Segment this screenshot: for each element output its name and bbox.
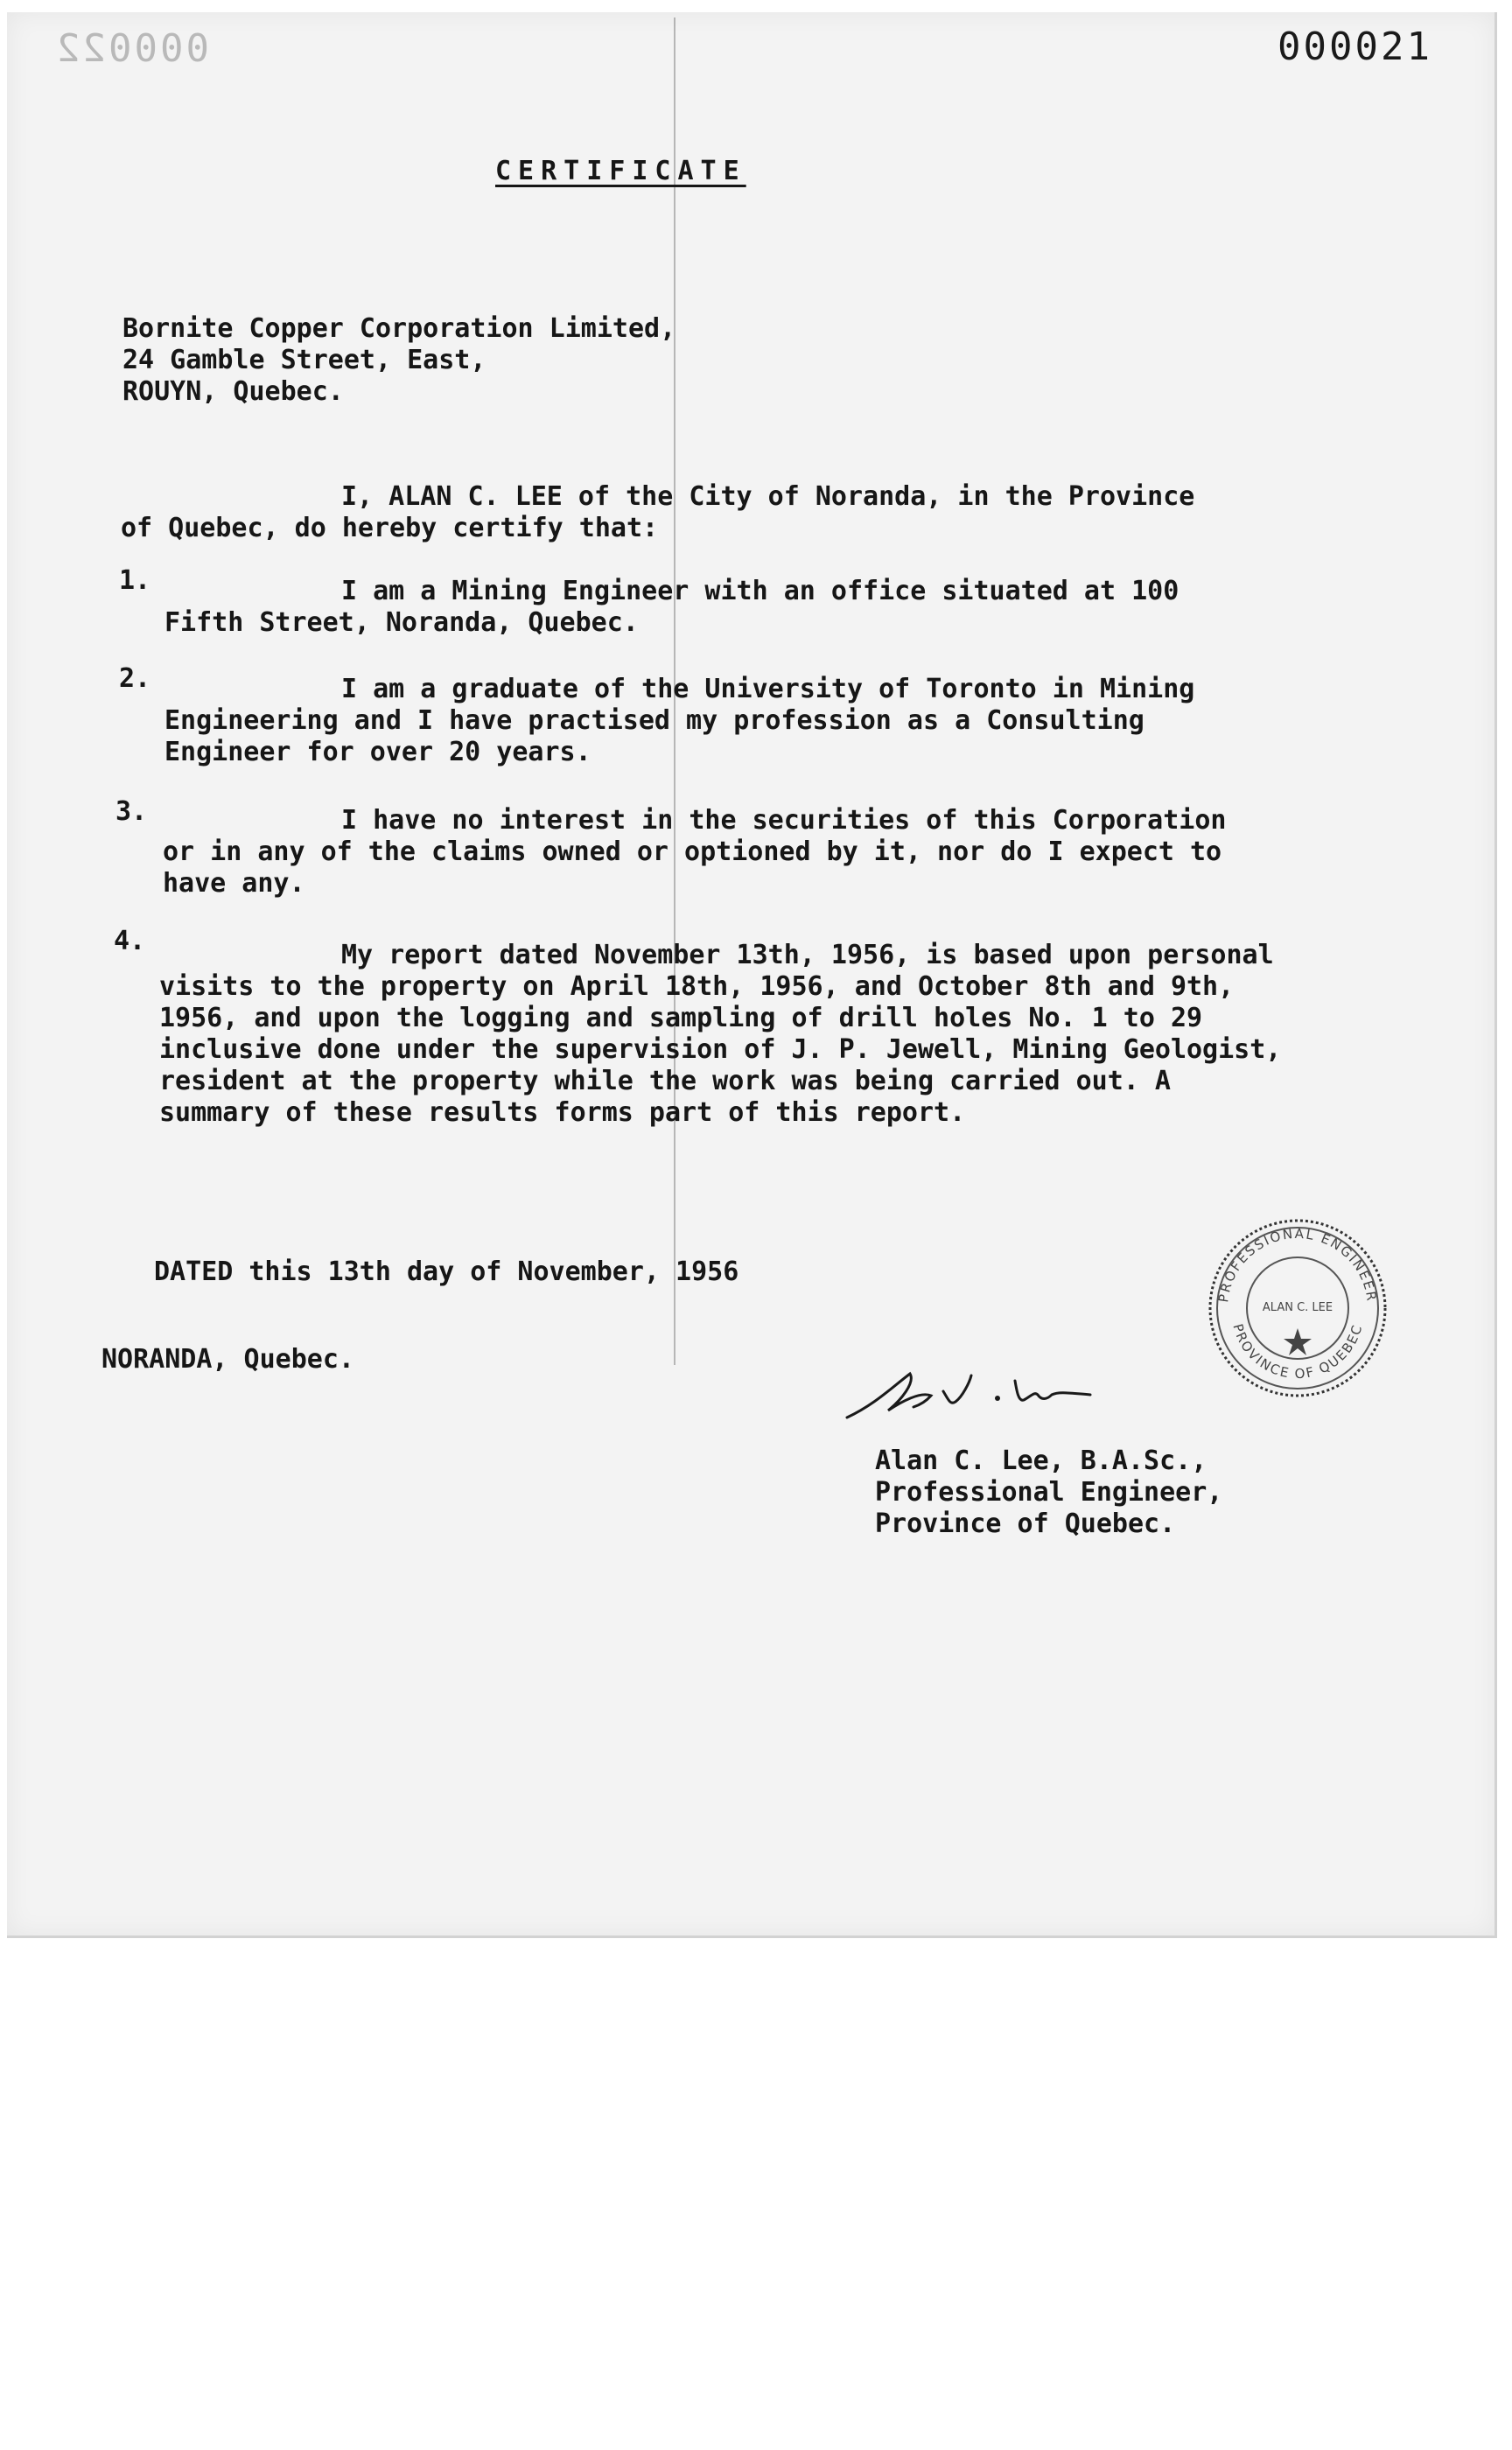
item-line: resident at the property while the work was being carried out. A bbox=[159, 1066, 1171, 1096]
intro-line: of Quebec, do hereby certify that: bbox=[121, 513, 659, 543]
item-line: visits to the property on April 18th, 1956, and October 8th and 9th, bbox=[159, 971, 1235, 1002]
professional-seal-stamp bbox=[1206, 1216, 1390, 1400]
signatory-name: Alan C. Lee, B.A.Sc., bbox=[875, 1446, 1208, 1476]
item-line: 1956, and upon the logging and sampling of drill holes No. 1 to 29 bbox=[159, 1003, 1203, 1033]
seal-name-text: ALAN C. LEE bbox=[1262, 1301, 1334, 1314]
signatory-title: Professional Engineer, bbox=[875, 1477, 1223, 1508]
addressee-line: Bornite Copper Corporation Limited, bbox=[122, 313, 676, 344]
item-number: 3. bbox=[116, 796, 148, 827]
seal-bottom-text: PROVINCE OF QUEBEC bbox=[1229, 1321, 1366, 1382]
seal-emblem-icon bbox=[1284, 1328, 1312, 1355]
item-line: Engineering and I have practised my profession as a Consulting bbox=[164, 705, 1144, 736]
item-line: Engineer for over 20 years. bbox=[164, 737, 592, 767]
item-number: 2. bbox=[119, 663, 151, 694]
item-line: have any. bbox=[163, 868, 305, 899]
addressee-line: 24 Gamble Street, East, bbox=[122, 345, 486, 375]
place-line: NORANDA, Quebec. bbox=[102, 1344, 354, 1375]
item-line: or in any of the claims owned or optioned by it, nor do I expect to bbox=[163, 836, 1222, 867]
item-line: I am a Mining Engineer with an office situated at 100 bbox=[341, 576, 1180, 606]
item-line: inclusive done under the supervision of J. P. Jewell, Mining Geologist, bbox=[159, 1034, 1282, 1065]
intro-line: I, ALAN C. LEE of the City of Noranda, in the Province bbox=[341, 481, 1195, 512]
page-title: CERTIFICATE bbox=[495, 156, 746, 186]
item-line: Fifth Street, Noranda, Quebec. bbox=[164, 607, 639, 638]
signature-mark bbox=[840, 1356, 1138, 1452]
item-number: 4. bbox=[114, 926, 146, 956]
addressee-line: ROUYN, Quebec. bbox=[122, 376, 344, 407]
item-number: 1. bbox=[119, 565, 151, 596]
ghost-document-number: 000022 bbox=[54, 26, 209, 71]
item-line: My report dated November 13th, 1956, is based upon personal bbox=[341, 940, 1274, 970]
seal-top-text: PROFESSIONAL ENGINEER bbox=[1215, 1225, 1380, 1304]
signatory-province: Province of Quebec. bbox=[875, 1508, 1176, 1539]
svg-text:PROFESSIONAL ENGINEER bbox=[1215, 1226, 1380, 1304]
item-line: summary of these results forms part of this report. bbox=[159, 1097, 966, 1128]
item-line: I have no interest in the securities of this Corporation bbox=[341, 805, 1227, 836]
document-number: 000021 bbox=[1278, 24, 1432, 69]
dated-line: DATED this 13th day of November, 1956 bbox=[154, 1256, 739, 1287]
item-line: I am a graduate of the University of Toronto in Mining bbox=[341, 674, 1195, 704]
